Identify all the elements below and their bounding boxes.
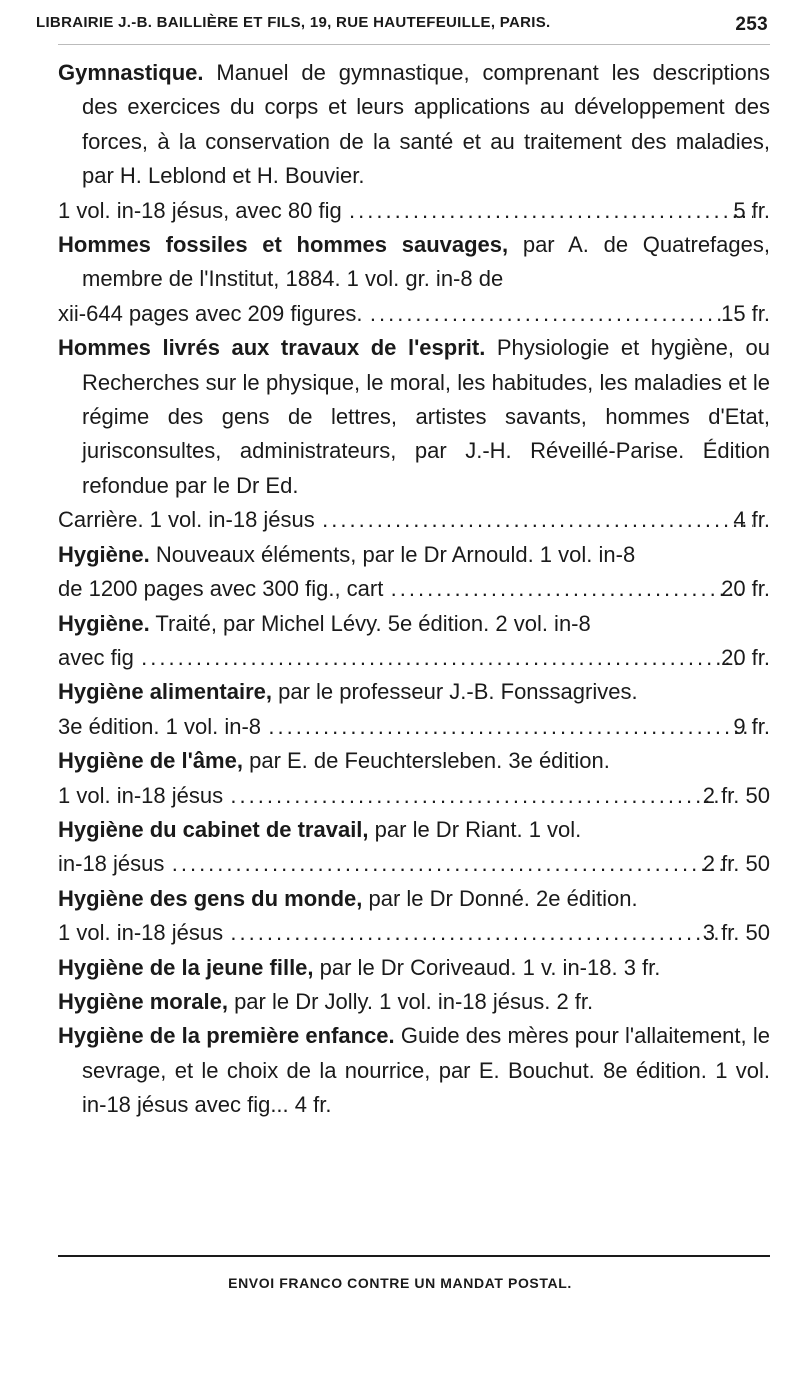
entry-body: Traité, par Michel Lévy. 5e édition. 2 vol. in-8: [149, 610, 591, 636]
dot-leader: [138, 641, 741, 675]
catalog-entry: [58, 985, 770, 1019]
catalog-entry: [58, 607, 770, 676]
running-header: [36, 14, 768, 35]
entry-body: par le Dr Jolly. 1 vol. in-18 jésus. 2 fr.: [227, 988, 594, 1014]
entry-price-line: [58, 503, 770, 537]
entry-tail: 1 vol. in-18 jésus, avec 80 fig: [58, 197, 342, 223]
catalog-entry: [58, 675, 770, 744]
entry-price-line: [58, 297, 770, 331]
dot-leader: [387, 572, 741, 606]
catalog-entry: [58, 744, 770, 813]
entry-title: Hygiène de la première enfance.: [58, 1023, 395, 1049]
publisher-line: LIBRAIRIE J.-B. BAILLIÈRE ET FILS, 19, RUE HAUTEFEUILLE, PARIS.: [36, 14, 551, 31]
entry-title: Hommes fossiles et hommes sauvages,: [58, 232, 509, 258]
footer-divider: [58, 1255, 770, 1257]
entry-price-line: [58, 194, 770, 228]
entry-title: Hygiène.: [58, 541, 150, 567]
catalog-entry: [58, 1019, 770, 1122]
entry-tail: 1 vol. in-18 jésus: [58, 782, 224, 808]
entry-body: Guide des mères pour l'allaitement, le sevrage, et le choix de la nourrice, par E. Bouchut. 8e édition. 1 vol. in-18 jésus avec fig... 4 fr.: [82, 1023, 770, 1118]
entry-tail: de 1200 pages avec 300 fig., cart: [58, 576, 384, 602]
dot-leader: [367, 297, 742, 331]
entry-price: 20 fr.: [721, 576, 770, 602]
entry-title: Hygiène du cabinet de travail,: [58, 816, 369, 842]
entry-title: Hommes livrés aux travaux de l'esprit.: [58, 335, 486, 361]
dot-leader: [319, 503, 754, 537]
entry-body: Physiologie et hygiène, ou Recherches sur le physique, le moral, les habitudes, les maladies et le régime des gens de lettres, artistes savants, hommes d'Etat, jurisconsultes, administrateurs, par J.-H. Réveillé-Parise. Édition refondue par le Dr Ed.: [82, 335, 770, 498]
entry-body: par le Dr Donné. 2e édition.: [362, 885, 638, 911]
entry-title: Hygiène de l'âme,: [58, 748, 243, 774]
entry-tail: 1 vol. in-18 jésus: [58, 920, 224, 946]
catalog-entry: [58, 538, 770, 607]
entry-price-line: [58, 916, 770, 950]
entry-body: par le professeur J.-B. Fonssagrives.: [271, 679, 638, 705]
entry-body: Nouveaux éléments, par le Dr Arnould. 1 vol. in-8: [149, 541, 636, 567]
entry-title: Hygiène des gens du monde,: [58, 885, 363, 911]
entry-title: Gymnastique.: [58, 60, 204, 85]
entry-title: Hygiène de la jeune fille,: [58, 954, 314, 980]
entry-price: 4 fr.: [733, 507, 770, 533]
entry-tail: avec fig: [58, 644, 134, 670]
entry-title: Hygiène alimentaire,: [58, 679, 272, 705]
entry-price-line: [58, 847, 770, 881]
dot-leader: [227, 779, 723, 813]
entry-body: par E. de Feuchtersleben. 3e édition.: [242, 748, 610, 774]
entry-price: 3 fr. 50: [702, 920, 770, 946]
entry-price: 20 fr.: [721, 644, 770, 670]
catalog-entry: [58, 331, 770, 537]
footer-notice: ENVOI FRANCO CONTRE UN MANDAT POSTAL.: [228, 1275, 572, 1291]
entry-price-line: [58, 641, 770, 675]
entry-price: 2 fr. 50: [702, 782, 770, 808]
dot-leader: [265, 710, 753, 744]
catalog-entry: [58, 951, 770, 985]
entry-body: Manuel de gymnastique, comprenant les descriptions des exercices du corps et leurs applications au développement des forces, à la conservation de la santé et au traitement des maladies, par H. Leblond et H. Bouvier.: [82, 60, 770, 189]
entry-price: 9 fr.: [733, 713, 770, 739]
entry-body: par A. de Quatrefages, membre de l'Institut, 1884. 1 vol. gr. in-8 de: [82, 232, 770, 292]
page-number: 253: [735, 14, 768, 35]
catalog-entry: [58, 228, 770, 331]
catalog-entry: [58, 56, 770, 228]
entry-price: 15 fr.: [721, 300, 770, 326]
entry-tail: 3e édition. 1 vol. in-8: [58, 713, 262, 739]
entry-price-line: [58, 710, 770, 744]
entry-body: par le Dr Coriveaud. 1 v. in-18. 3 fr.: [313, 954, 661, 980]
entry-title: Hygiène morale,: [58, 988, 228, 1014]
entry-price-line: [58, 572, 770, 606]
catalog-entry: [58, 882, 770, 951]
entry-tail: Carrière. 1 vol. in-18 jésus: [58, 507, 315, 533]
header-divider: [58, 44, 770, 45]
entry-title: Hygiène.: [58, 610, 150, 636]
dot-leader: [168, 847, 722, 881]
entry-tail: xii-644 pages avec 209 figures.: [58, 300, 363, 326]
entry-price: 5 fr.: [733, 197, 770, 223]
entry-price: 2 fr. 50: [702, 851, 770, 877]
dot-leader: [227, 916, 723, 950]
catalog-entry: [58, 813, 770, 882]
catalog-entries: [58, 56, 770, 1123]
entry-tail: in-18 jésus: [58, 851, 165, 877]
entry-price-line: [58, 779, 770, 813]
dot-leader: [346, 194, 754, 228]
entry-body: par le Dr Riant. 1 vol.: [368, 816, 582, 842]
